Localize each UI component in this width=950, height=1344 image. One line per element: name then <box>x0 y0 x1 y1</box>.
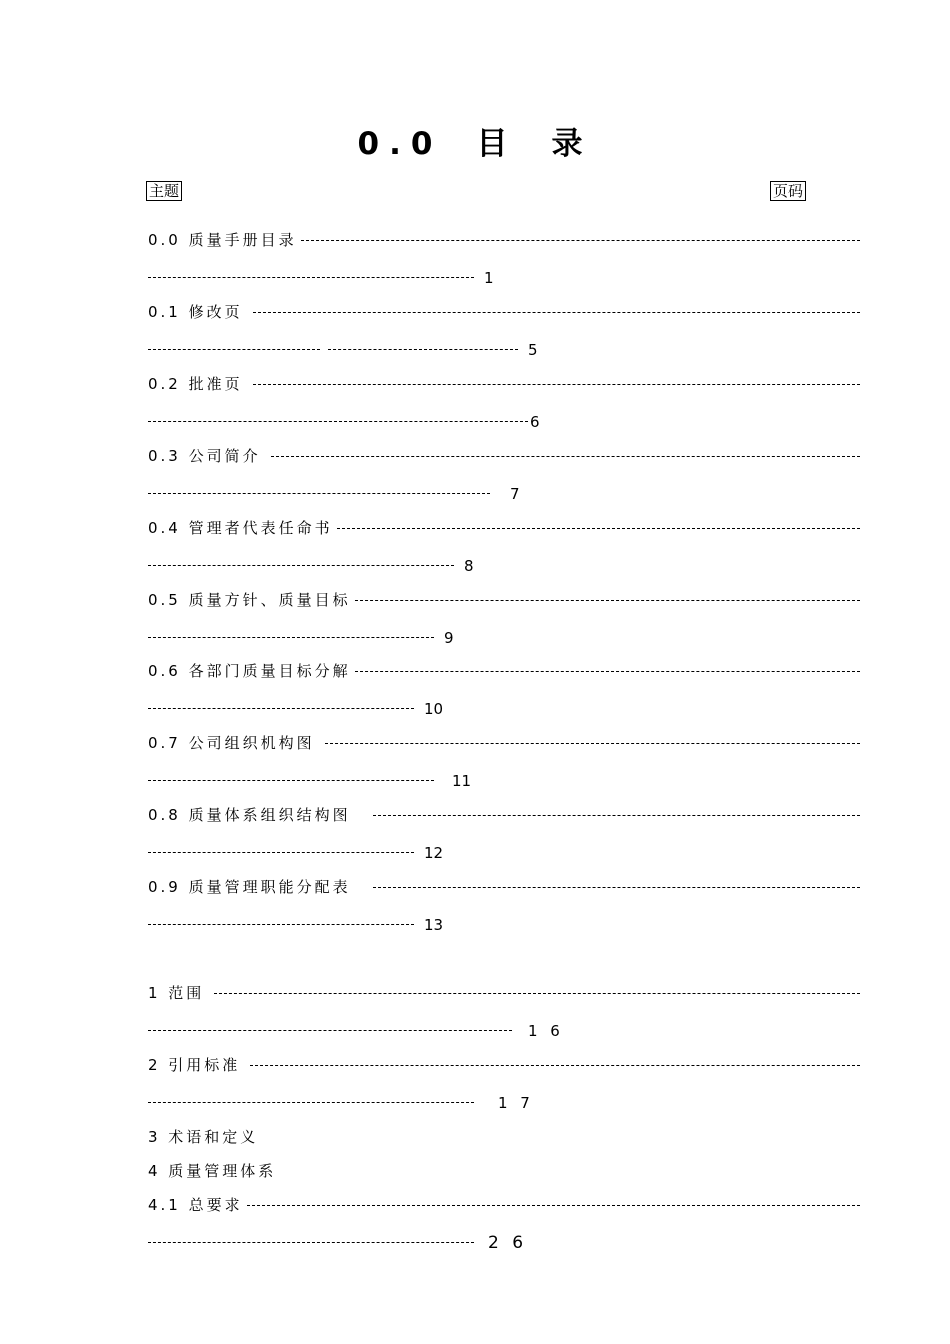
toc-entry-0-2[interactable] <box>148 374 860 394</box>
toc-entry-0-5[interactable] <box>148 590 860 610</box>
leader-dots <box>328 349 518 350</box>
toc-entry-0-4-page-row <box>148 555 474 575</box>
leader-dots <box>325 743 860 744</box>
toc-entry-label: 0.1 修改页 <box>148 303 243 321</box>
page-column-header: 页码 <box>770 181 806 201</box>
leader-dots <box>148 924 414 925</box>
leader-dots <box>373 815 860 816</box>
toc-entry-0-1-page-row <box>148 339 538 359</box>
toc-entry-label: 0.9 质量管理职能分配表 <box>148 878 351 896</box>
toc-entry-2-page-row <box>148 1092 534 1112</box>
leader-dots <box>247 1205 860 1206</box>
toc-entry-0-1[interactable] <box>148 302 860 322</box>
toc-entry-0-8-page-row <box>148 842 443 862</box>
toc-entry-0-8[interactable] <box>148 805 860 825</box>
leader-dots <box>301 240 860 241</box>
toc-page-number: 10 <box>424 699 444 718</box>
leader-dots <box>148 780 434 781</box>
leader-dots <box>148 1102 474 1103</box>
toc-entry-0-6[interactable] <box>148 661 860 681</box>
toc-entry-0-2-page-row <box>148 411 540 431</box>
leader-dots <box>253 384 860 385</box>
toc-entry-1-page-row <box>148 1020 564 1040</box>
toc-entry-label: 0.5 质量方针、质量目标 <box>148 591 351 609</box>
toc-entry-label: 0.6 各部门质量目标分解 <box>148 662 351 680</box>
toc-heading-4[interactable]: 4 质量管理体系 <box>148 1162 277 1180</box>
leader-dots <box>214 993 860 994</box>
leader-dots <box>271 456 860 457</box>
subject-column-header: 主题 <box>146 181 182 201</box>
leader-dots <box>253 312 860 313</box>
leader-dots <box>148 852 414 853</box>
toc-entry-label: 4.1 总要求 <box>148 1196 243 1214</box>
toc-entry-0-9[interactable] <box>148 877 860 897</box>
toc-entry-label: 0.8 质量体系组织结构图 <box>148 806 351 824</box>
toc-page-number: 1 <box>484 268 494 287</box>
page-title <box>0 118 950 163</box>
toc-page-number: 9 <box>444 628 454 647</box>
toc-entry-0-4[interactable] <box>148 518 860 538</box>
leader-dots <box>148 349 320 350</box>
toc-page-number: 7 <box>510 484 520 503</box>
toc-page-number: 6 <box>530 412 540 431</box>
toc-entry-0-9-page-row <box>148 914 443 934</box>
toc-entry-0-6-page-row <box>148 698 443 718</box>
leader-dots <box>337 528 860 529</box>
toc-entry-label: 0.2 批准页 <box>148 375 243 393</box>
toc-entry-1[interactable] <box>148 983 860 1003</box>
leader-dots <box>355 600 860 601</box>
title-number: 0.0 <box>357 126 443 162</box>
toc-entry-label: 0.0 质量手册目录 <box>148 231 297 249</box>
leader-dots <box>148 421 528 422</box>
title-word-2: 录 <box>551 126 593 162</box>
toc-heading-3[interactable]: 3 术语和定义 <box>148 1128 259 1146</box>
leader-dots <box>148 493 490 494</box>
leader-dots <box>148 277 474 278</box>
toc-page-number: 1 6 <box>528 1021 564 1040</box>
toc-entry-4-1[interactable] <box>148 1195 860 1215</box>
leader-dots <box>148 708 414 709</box>
leader-dots <box>250 1065 860 1066</box>
toc-page-number: 1 7 <box>498 1093 534 1112</box>
toc-page-number: 2 6 <box>488 1232 528 1253</box>
toc-page-number: 13 <box>424 915 444 934</box>
toc-entry-0-0-page-row <box>148 267 494 287</box>
toc-entry-0-0[interactable] <box>148 230 860 250</box>
toc-entry-0-5-page-row <box>148 627 454 647</box>
toc-page-number: 8 <box>464 556 474 575</box>
toc-page-number: 11 <box>452 771 472 790</box>
toc-entry-0-3[interactable] <box>148 446 860 466</box>
toc-entry-label: 0.4 管理者代表任命书 <box>148 519 333 537</box>
toc-page-number: 12 <box>424 843 444 862</box>
toc-entry-label: 0.7 公司组织机构图 <box>148 734 315 752</box>
leader-dots <box>148 1242 474 1243</box>
toc-entry-label: 2 引用标准 <box>148 1056 241 1074</box>
toc-entry-0-7[interactable] <box>148 733 860 753</box>
toc-entry-0-7-page-row <box>148 770 471 790</box>
toc-entry-2[interactable] <box>148 1055 860 1075</box>
leader-dots <box>148 565 454 566</box>
toc-entry-4-1-page-row <box>148 1232 527 1252</box>
leader-dots <box>148 637 434 638</box>
toc-page-number: 5 <box>528 340 538 359</box>
toc-entry-label: 0.3 公司简介 <box>148 447 261 465</box>
title-word-1: 目 <box>476 126 518 162</box>
toc-entry-0-3-page-row <box>148 483 520 503</box>
toc-entry-label: 1 范围 <box>148 984 205 1002</box>
leader-dots <box>355 671 860 672</box>
leader-dots <box>148 1030 512 1031</box>
leader-dots <box>373 887 860 888</box>
